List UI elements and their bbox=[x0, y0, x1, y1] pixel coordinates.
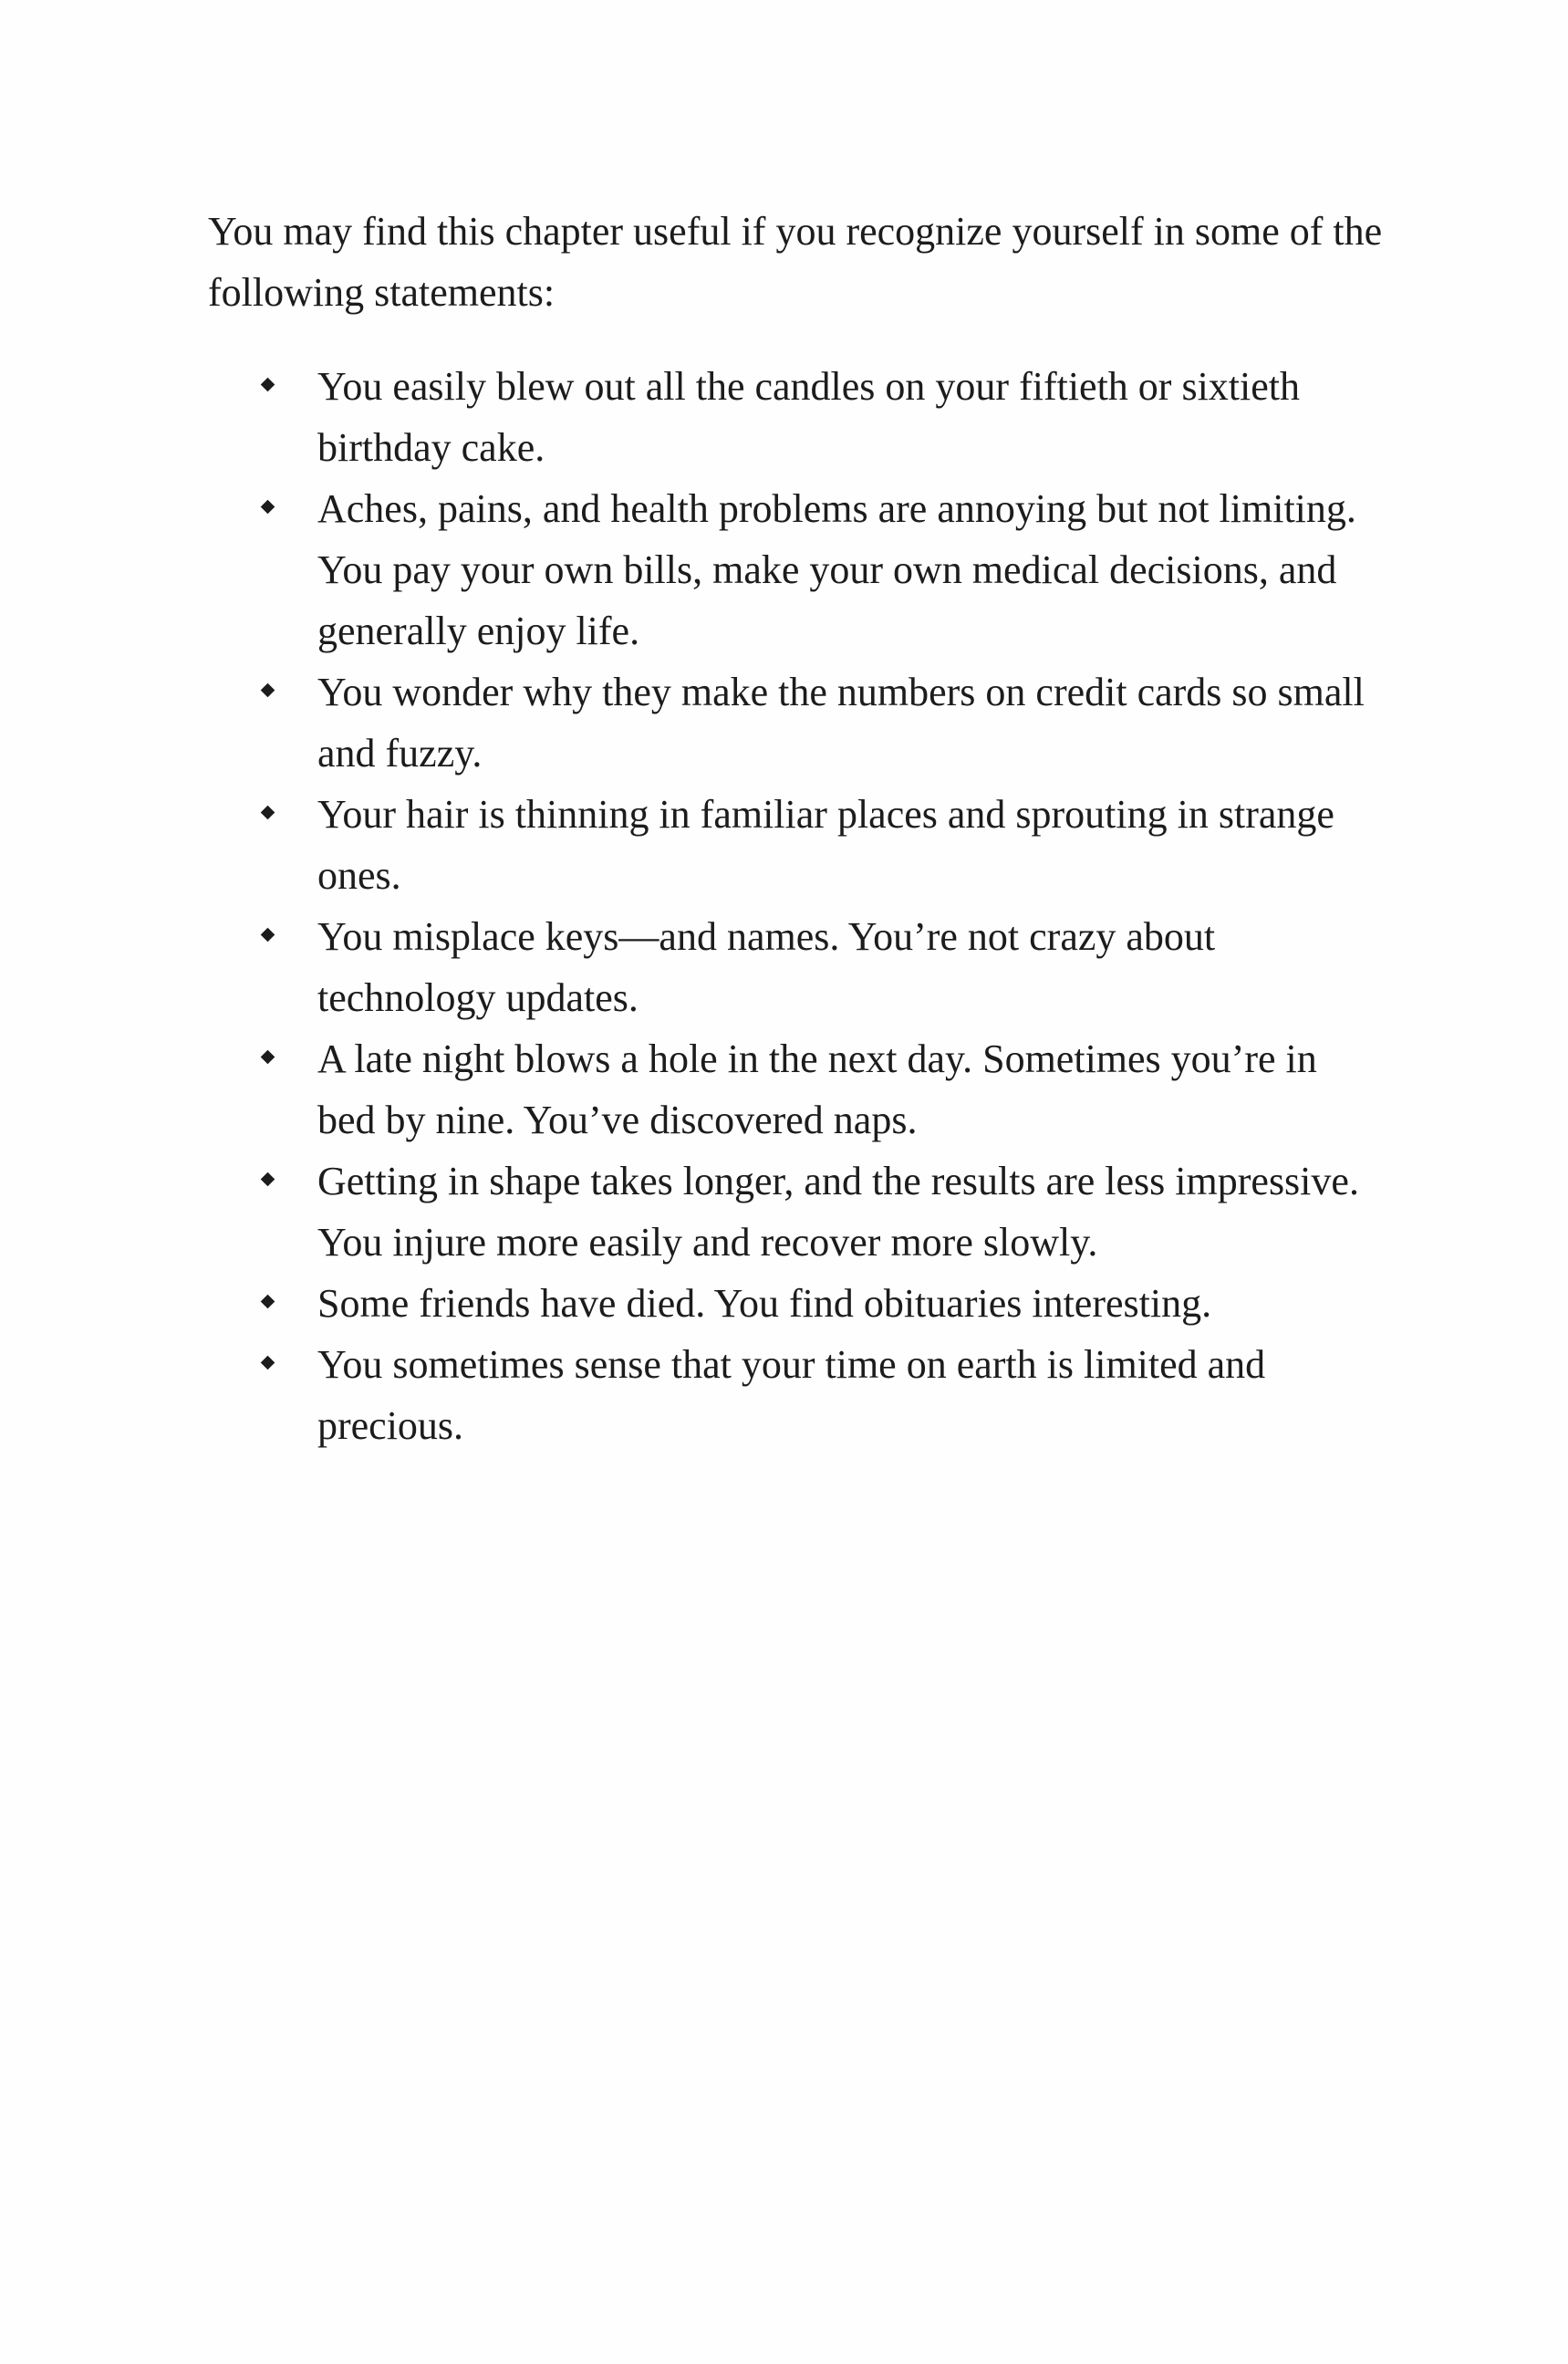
list-item bbox=[317, 478, 1385, 661]
diamond-bullet-icon bbox=[261, 1050, 275, 1065]
statement-text: Your hair is thinning in familiar places and sprouting in strange ones. bbox=[317, 792, 1334, 898]
list-item bbox=[317, 906, 1385, 1028]
list-item bbox=[317, 1151, 1385, 1273]
diamond-bullet-icon bbox=[261, 928, 275, 942]
list-item bbox=[317, 356, 1385, 478]
diamond-bullet-icon bbox=[261, 1295, 275, 1309]
statement-text: You misplace keys—and names. You’re not crazy about technology updates. bbox=[317, 914, 1216, 1020]
diamond-bullet-icon bbox=[261, 806, 275, 820]
intro-paragraph: You may find this chapter useful if you recognize yourself in some of the following statements: bbox=[208, 209, 1383, 315]
list-item bbox=[317, 1273, 1385, 1334]
diamond-bullet-icon bbox=[261, 683, 275, 698]
statement-text: Aches, pains, and health problems are annoying but not limiting. You pay your own bills, make your own medical decisions, and generally enjoy life. bbox=[317, 486, 1356, 653]
diamond-bullet-icon bbox=[261, 500, 275, 515]
statement-text: You easily blew out all the candles on your fiftieth or sixtieth birthday cake. bbox=[317, 364, 1301, 470]
list-item bbox=[317, 1334, 1385, 1456]
diamond-bullet-icon bbox=[261, 378, 275, 392]
statement-text: You wonder why they make the numbers on credit cards so small and fuzzy. bbox=[317, 670, 1365, 776]
statement-text: You sometimes sense that your time on earth is limited and precious. bbox=[317, 1342, 1266, 1448]
diamond-bullet-icon bbox=[261, 1356, 275, 1370]
statement-text: A late night blows a hole in the next day. Sometimes you’re in bed by nine. You’ve discovered naps. bbox=[317, 1036, 1317, 1142]
list-item bbox=[317, 784, 1385, 906]
diamond-bullet-icon bbox=[261, 1172, 275, 1187]
list-item bbox=[317, 661, 1385, 784]
statement-list bbox=[208, 356, 1385, 1456]
page-body bbox=[208, 201, 1385, 1456]
statement-text: Getting in shape takes longer, and the results are less impressive. You injure more easily and recover more slowly. bbox=[317, 1159, 1359, 1265]
statement-text: Some friends have died. You find obituaries interesting. bbox=[317, 1281, 1212, 1326]
list-item bbox=[317, 1028, 1385, 1151]
